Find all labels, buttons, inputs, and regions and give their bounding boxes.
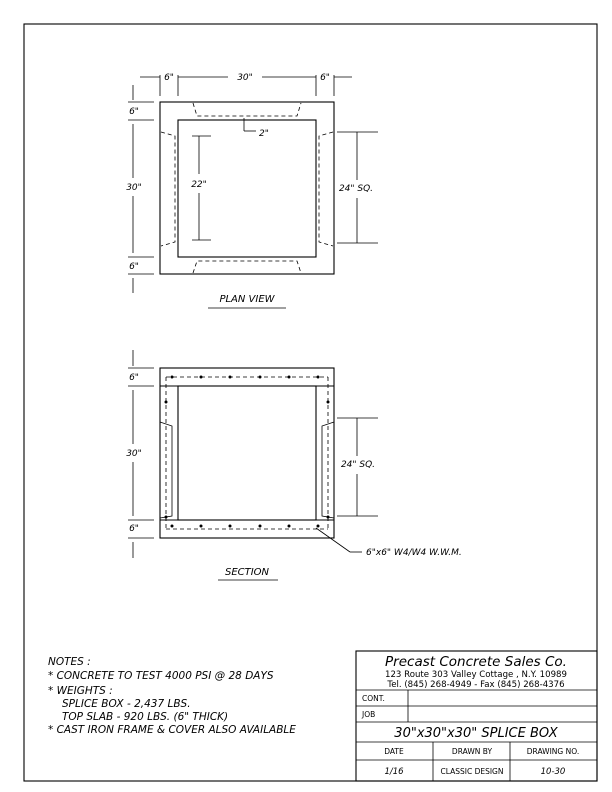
tb-phone: Tel. (845) 268-4949 - Fax (845) 268-4376 xyxy=(387,680,565,690)
tb-address: 123 Route 303 Valley Cottage , N.Y. 10989 xyxy=(385,670,567,680)
tb-drawing-no-label: DRAWING NO. xyxy=(526,747,580,756)
section-dim-right: 24" SQ. xyxy=(340,460,376,470)
plan-dim-inner-thickness: 2" xyxy=(259,129,269,139)
tb-drawing-title: 30"x30"x30" SPLICE BOX xyxy=(394,726,558,741)
plan-knockout-bottom xyxy=(193,261,301,273)
tb-date-value: 1/16 xyxy=(384,767,404,777)
mesh-leader xyxy=(316,528,350,552)
section-inner-chamber xyxy=(178,386,316,520)
section-mesh-callout: 6"x6" W4/W4 W.W.M. xyxy=(366,548,462,558)
notes-heading: NOTES : xyxy=(48,656,91,668)
notes-line-weights: * WEIGHTS : xyxy=(48,685,113,697)
plan-dim-left-mid: 30" xyxy=(126,183,142,193)
plan-knockout-left xyxy=(161,132,175,246)
tb-cont-label: CONT. xyxy=(362,694,385,703)
rebar-dots xyxy=(165,376,330,528)
tb-job-label: JOB xyxy=(362,710,376,719)
notes-line-frame: * CAST IRON FRAME & COVER ALSO AVAILABLE xyxy=(48,724,296,736)
plan-dim-left-top: 6" xyxy=(129,107,139,117)
plan-dim-left-bot: 6" xyxy=(129,262,139,272)
plan-dim-right: 24" SQ. xyxy=(338,184,374,194)
section-dim-left-mid: 30" xyxy=(126,449,142,459)
plan-outer-wall xyxy=(160,102,334,274)
plan-view xyxy=(126,73,378,308)
notes-block xyxy=(48,656,296,736)
tb-drawn-by-label: DRAWN BY xyxy=(451,747,493,756)
notes-line-concrete: * CONCRETE TO TEST 4000 PSI @ 28 DAYS xyxy=(48,670,274,682)
plan-knockout-top xyxy=(193,103,301,116)
tb-company: Precast Concrete Sales Co. xyxy=(385,654,567,670)
title-block xyxy=(356,651,597,781)
plan-knockout-right xyxy=(319,132,333,246)
notes-line-box-weight: SPLICE BOX - 2,437 LBS. xyxy=(62,698,191,710)
notes-line-slab-weight: TOP SLAB - 920 LBS. (6" THICK) xyxy=(62,711,229,723)
plan-dim-inner-opening: 22" xyxy=(191,180,207,190)
section-view xyxy=(126,350,462,580)
plan-view-title: PLAN VIEW xyxy=(219,294,275,305)
section-outer-wall xyxy=(160,368,334,538)
plan-dim-top-right: 6" xyxy=(320,73,330,83)
plan-dim-top-left: 6" xyxy=(164,73,174,83)
tb-drawn-by-value: CLASSIC DESIGN xyxy=(440,767,504,776)
tb-drawing-no-value: 10-30 xyxy=(540,767,566,777)
section-view-title: SECTION xyxy=(224,567,270,578)
plan-dim-top-mid: 30" xyxy=(237,73,253,83)
tb-date-label: DATE xyxy=(384,747,404,756)
section-dim-left-top: 6" xyxy=(129,373,139,383)
section-dim-left-bot: 6" xyxy=(129,524,139,534)
